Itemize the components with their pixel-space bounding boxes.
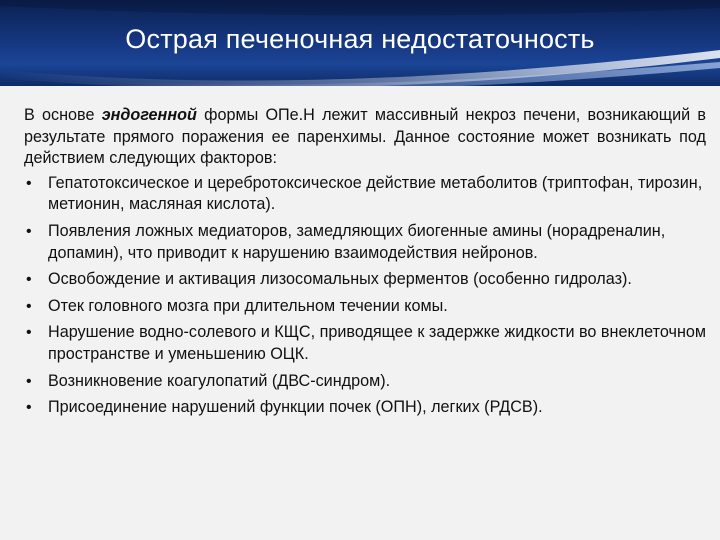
list-item [24, 371, 706, 393]
intro-before: В основе [24, 106, 102, 124]
bullet-icon: • [26, 324, 32, 342]
bullet-icon: • [26, 222, 32, 240]
list-item [24, 221, 706, 264]
intro-paragraph [24, 105, 706, 170]
list-item [24, 322, 706, 365]
slide-body [24, 105, 706, 424]
bullet-icon: • [26, 399, 32, 417]
title-banner [0, 0, 720, 86]
list-item [24, 296, 706, 318]
list-item-text: Отек головного мозга при длительном течении комы. [48, 296, 448, 315]
list-item-text: Освобождение и активация лизосомальных ферментов (особенно гидролаз). [48, 270, 632, 289]
list-item-text: Гепатотоксическое и церебротоксическое действие метаболитов (триптофан, тирозин, метионин, масляная кислота). [48, 173, 703, 214]
list-item-text: Присоединение нарушений функции почек (ОПН), легких (РДСВ). [48, 398, 543, 417]
list-item [24, 397, 706, 419]
intro-after: формы ОПе.Н лежит массивный некроз печени, возникающий в результате прямого поражения ее паренхимы. Данное состояние может возникать под действием следующих факторов: [24, 106, 706, 168]
bullet-icon: • [26, 297, 32, 315]
bullet-icon: • [26, 372, 32, 390]
intro-emphasis: эндогенной [101, 106, 197, 124]
list-item-text: Появления ложных медиаторов, замедляющих биогенные амины (норадреналин, допамин), что приводит к нарушению взаимодействия нейронов. [48, 221, 666, 262]
bullet-icon: • [26, 271, 32, 289]
list-item [24, 173, 706, 216]
slide-title: Острая печеночная недостаточность [125, 24, 595, 54]
bullet-icon: • [26, 174, 32, 192]
list-item [24, 269, 706, 291]
list-item-text: Возникновение коагулопатий (ДВС-синдром). [48, 371, 391, 390]
factor-list [24, 173, 706, 419]
list-item-text: Нарушение водно-солевого и КЩС, приводящее к задержке жидкости во внеклеточном пространстве и уменьшению ОЦК. [48, 323, 707, 363]
